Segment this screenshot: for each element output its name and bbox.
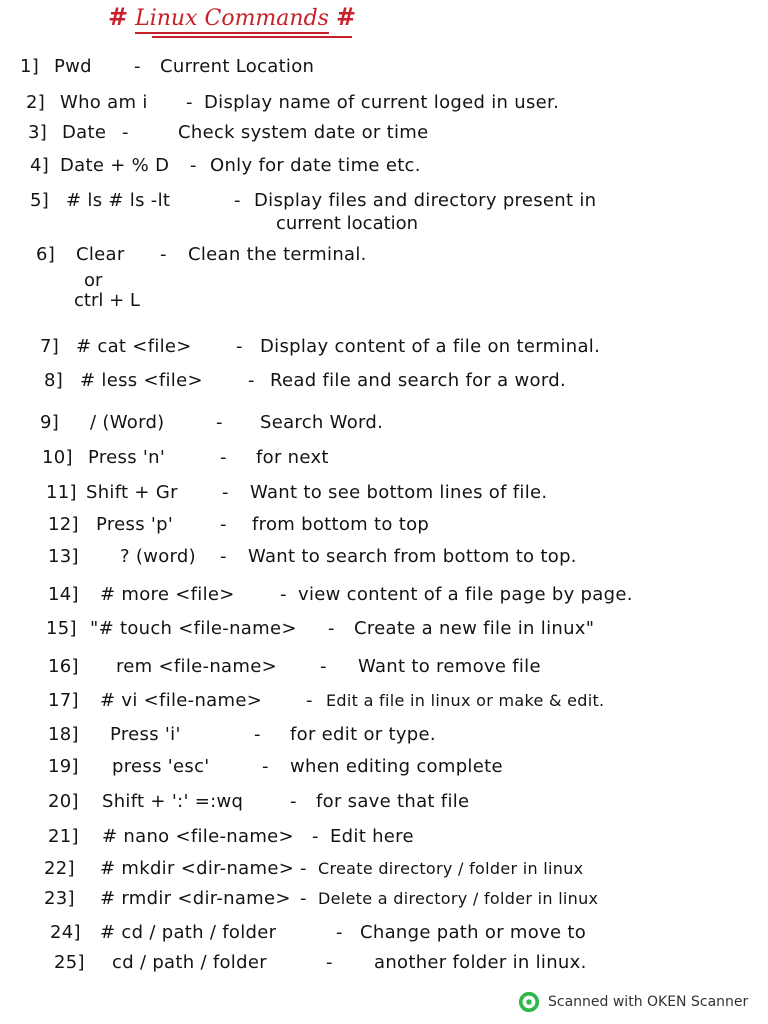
item-command: Shift + Gr [86,482,178,503]
item-number: 12] [48,514,79,535]
item-description: for save that file [316,791,470,812]
item-command: # mkdir <dir-name> [100,858,295,879]
item-command: / (Word) [90,412,165,433]
item-description: Only for date time etc. [210,155,421,176]
item-alt-command: ctrl + L [74,290,140,311]
item-command: Date [62,122,107,143]
item-number: 18] [48,724,79,745]
item-dash: - [234,190,241,211]
scanner-logo-icon [518,991,540,1013]
list-item [42,447,329,469]
item-number: 10] [42,447,73,468]
item-description: for next [256,447,329,468]
item-dash: - [262,756,269,777]
item-command: # cd / path / folder [100,922,277,943]
item-description: Edit here [330,826,414,847]
item-command: rem <file-name> [116,656,277,677]
item-command: Date + % D [60,155,170,176]
item-description: Display content of a file on terminal. [260,336,601,357]
item-number: 17] [48,690,79,711]
item-number: 9] [40,412,60,433]
item-number: 14] [48,584,79,605]
item-number: 11] [46,482,77,503]
list-item [48,756,503,778]
item-command: # cat <file> [76,336,192,357]
title-underline [152,36,352,38]
item-command: cd / path / folder [112,952,267,973]
scanner-text: Scanned with OKEN Scanner [548,994,749,1010]
item-dash: - [254,724,261,745]
list-item [20,56,314,78]
item-number: 2] [26,92,46,113]
item-dash: - [220,546,227,567]
page-title [108,2,408,36]
item-dash: - [320,656,327,677]
item-dash: - [300,888,307,909]
item-dash: - [220,447,227,468]
item-dash: - [160,244,167,265]
list-item [48,690,604,712]
item-command: Pwd [54,56,92,77]
title-text: Linux Commands [135,6,329,34]
item-description: Want to see bottom lines of file. [250,482,548,503]
item-command: # vi <file-name> [100,690,263,711]
item-dash: - [248,370,255,391]
item-command: # less <file> [80,370,203,391]
item-description: Current Location [160,56,315,77]
item-number: 6] [36,244,56,265]
item-dash: - [222,482,229,503]
item-dash: - [312,826,319,847]
list-item [44,370,566,392]
list-item [54,952,587,974]
list-item [40,336,600,358]
item-dash: - [186,92,193,113]
item-description: Want to remove file [358,656,541,677]
item-dash: - [328,618,335,639]
item-description: Display name of current loged in user. [204,92,560,113]
item-description: when editing complete [290,756,503,777]
list-item [48,724,436,746]
list-item [48,791,469,813]
item-number: 22] [44,858,75,879]
item-description: from bottom to top [252,514,430,535]
list-item [48,826,414,848]
item-dash: - [236,336,243,357]
list-item [30,155,421,177]
list-item [44,888,598,910]
item-number: 13] [48,546,79,567]
item-description: Search Word. [260,412,384,433]
item-description: another folder in linux. [374,952,587,973]
item-dash: - [290,791,297,812]
item-description: Create directory / folder in linux [318,859,584,878]
list-item [48,546,577,568]
item-dash: - [122,122,129,143]
item-description: Read file and search for a word. [270,370,566,391]
item-description: Create a new file in linux" [354,618,595,639]
item-description: for edit or type. [290,724,436,745]
item-number: 20] [48,791,79,812]
list-item [30,190,596,212]
item-description: view content of a file page by page. [298,584,633,605]
list-item [40,412,383,434]
list-item [28,122,429,144]
item-dash: - [216,412,223,433]
item-number: 23] [44,888,75,909]
item-number: 21] [48,826,79,847]
item-dash: - [300,858,307,879]
item-command: Press 'n' [88,447,166,468]
item-command: press 'esc' [112,756,210,777]
item-dash: - [336,922,343,943]
item-or: or [84,270,103,291]
item-command: Clear [76,244,125,265]
item-number: 25] [54,952,85,973]
list-item [50,922,586,944]
item-command: # ls # ls -lt [66,190,171,211]
item-description-continued: current location [276,213,419,234]
item-dash: - [190,155,197,176]
item-dash: - [280,584,287,605]
item-dash: - [326,952,333,973]
list-item [48,584,633,606]
item-command: ? (word) [120,546,196,567]
list-item [44,858,583,880]
item-description: Edit a file in linux or make & edit. [326,691,605,710]
item-number: 3] [28,122,48,143]
item-command: # rmdir <dir-name> [100,888,291,909]
item-number: 8] [44,370,64,391]
item-description: Change path or move to [360,922,587,943]
list-item [46,618,594,640]
item-number: 7] [40,336,60,357]
list-item [48,656,541,678]
list-item [46,482,547,504]
item-number: 4] [30,155,50,176]
item-dash: - [306,690,313,711]
item-description: Display files and directory present in [254,190,597,211]
item-command: # nano <file-name> [102,826,294,847]
item-number: 15] [46,618,77,639]
scanner-watermark [518,990,763,1014]
title-hash-left: # [108,2,129,31]
item-command: Shift + ':' =:wq [102,791,244,812]
item-command: Press 'i' [110,724,181,745]
item-number: 1] [20,56,40,77]
item-description: Want to search from bottom to top. [248,546,577,567]
item-dash: - [220,514,227,535]
item-description: Delete a directory / folder in linux [318,889,599,908]
item-dash: - [134,56,141,77]
list-item [48,514,429,536]
list-item [26,92,559,114]
list-item [36,244,367,266]
item-number: 5] [30,190,50,211]
item-number: 19] [48,756,79,777]
item-description: Check system date or time [178,122,429,143]
item-command: "# touch <file-name> [90,618,297,639]
item-description: Clean the terminal. [188,244,367,265]
item-command: Press 'p' [96,514,174,535]
item-command: # more <file> [100,584,235,605]
item-command: Who am i [60,92,148,113]
title-hash-right: # [335,2,357,31]
item-number: 16] [48,656,79,677]
item-number: 24] [50,922,81,943]
